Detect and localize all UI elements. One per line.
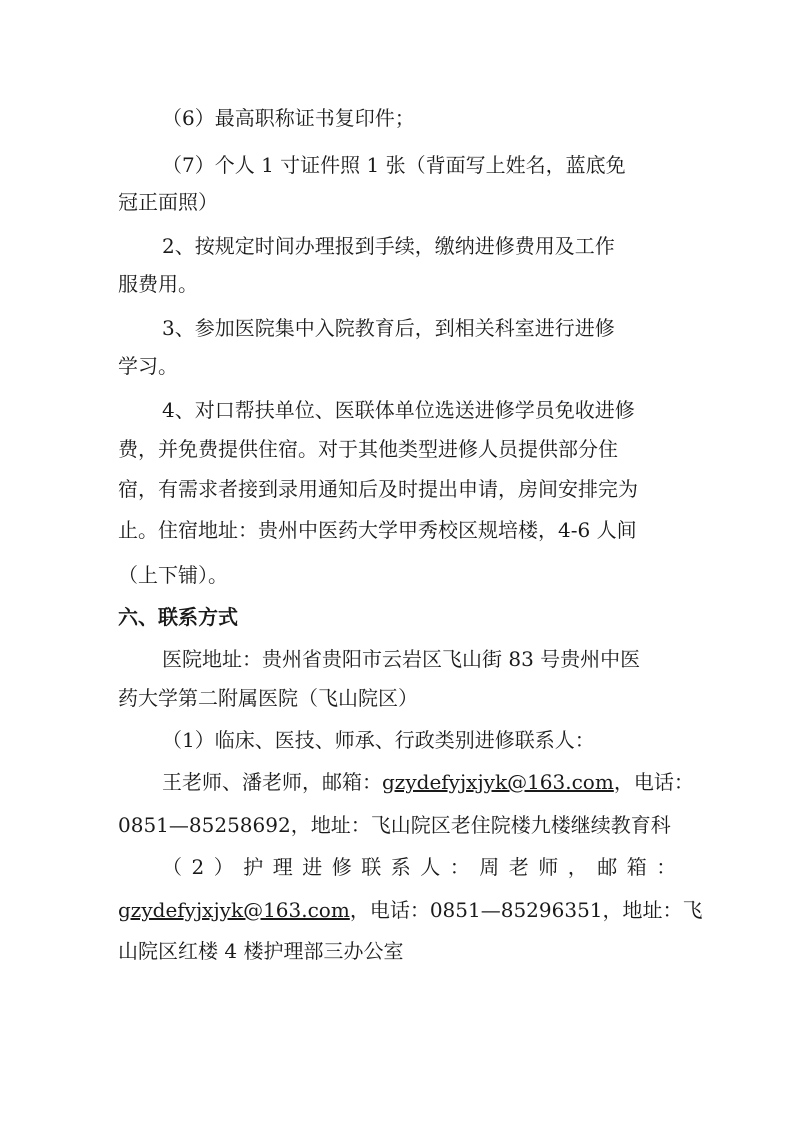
address-text: 医院地址：贵州省贵阳市云岩区飞山街 83 号贵州中医	[162, 647, 641, 671]
accommodation-text-3: 宿，有需求者接到录用通知后及时提出申请，房间安排完为	[118, 477, 638, 501]
accommodation-text-2: 费，并免费提供住宿。对于其他类型进修人员提供部分住	[118, 437, 618, 461]
accommodation-text-1: 4、对口帮扶单位、医联体单位选送进修学员免收进修	[162, 398, 635, 422]
clinical-email-link[interactable]: gzydefyjxjyk@163.com	[382, 770, 614, 794]
registration-text-cont: 服费用。	[118, 272, 198, 296]
clinical-phone-address-text: 0851—85258692，地址：飞山院区老住院楼九楼继续教育科	[118, 813, 671, 837]
clinical-email-group	[162, 768, 694, 796]
nursing-contact-text: （2）护理进修联系人：周老师，邮箱：	[162, 855, 686, 879]
clinical-contact-text: （1）临床、医技、师承、行政类别进修联系人：	[162, 728, 595, 752]
clinical-teachers-text: 王老师、潘老师，邮箱：	[162, 770, 382, 794]
nursing-address-text: 山院区红楼 4 楼护理部三办公室	[118, 939, 404, 963]
education-text-cont: 学习。	[118, 354, 178, 378]
registration-text: 2、按规定时间办理报到手续，缴纳进修费用及工作	[162, 234, 615, 258]
photo-text: （7）个人 1 寸证件照 1 张（背面写上姓名，蓝底免	[162, 153, 626, 177]
section-heading-text: 六、联系方式	[118, 605, 238, 629]
cert-copy-text: （6）最高职称证书复印件；	[162, 106, 415, 130]
accommodation-text-4: 止。住宿地址：贵州中医药大学甲秀校区规培楼，4-6 人间	[118, 518, 637, 542]
address-text-cont: 药大学第二附属医院（飞山院区）	[118, 686, 418, 710]
nursing-email-link[interactable]: gzydefyjxjyk@163.com	[118, 898, 350, 922]
clinical-phone-label: ，电话：	[613, 770, 694, 794]
nursing-phone-address-text: ，电话：0851—85296351，地址：飞	[349, 898, 703, 922]
nursing-email-group	[118, 896, 703, 924]
accommodation-text-5: （上下铺）。	[118, 563, 228, 587]
education-text: 3、参加医院集中入院教育后，到相关科室进行进修	[162, 316, 615, 340]
photo-text-cont: 冠正面照）	[118, 190, 218, 214]
